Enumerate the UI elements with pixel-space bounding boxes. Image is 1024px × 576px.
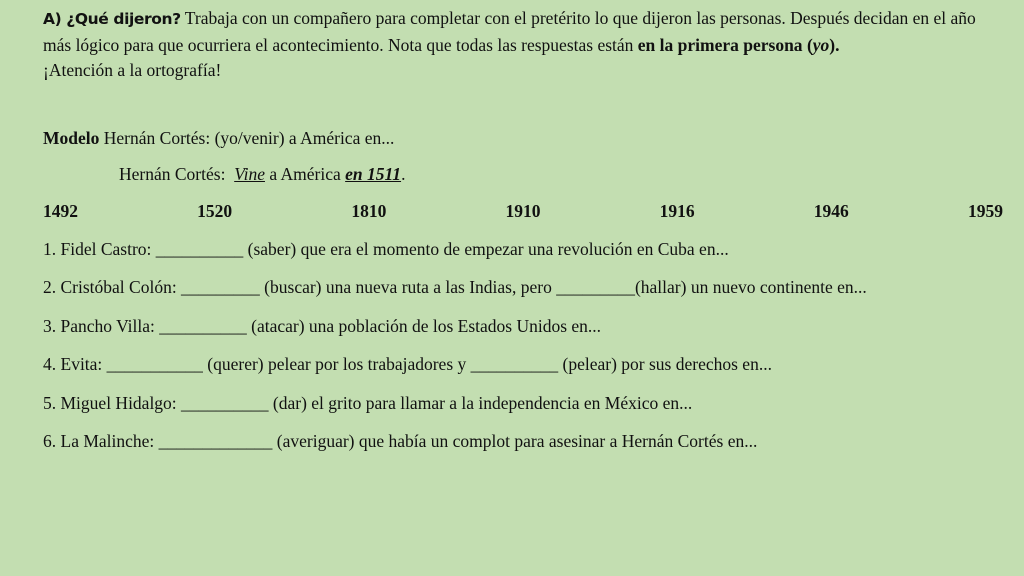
year-options (43, 200, 1003, 222)
year-option: 1492 (43, 201, 78, 221)
year-option: 1810 (351, 201, 387, 221)
model-line (43, 127, 1003, 149)
exercise-item-6: 6. La Malinche: _____________ (averiguar) que había un complot para asesinar a Hernán Cortés en... (43, 431, 758, 451)
instructions (43, 6, 1003, 84)
exercise-item-5: 5. Miguel Hidalgo: __________ (dar) el grito para llamar a la independencia en México en... (43, 393, 693, 413)
year-option: 1910 (505, 201, 541, 221)
exercise-item-4: 4. Evita: ___________ (querer) pelear por los trabajadores y __________ (pelear) por sus derechos en... (43, 354, 772, 374)
model-answer-name: Hernán Cortés: (119, 164, 235, 184)
paren-open: ( (802, 34, 813, 55)
model-answer-end: . (401, 164, 406, 184)
model-label: Modelo (43, 128, 100, 148)
model-prompt: Hernán Cortés: (yo/venir) a América en... (99, 128, 395, 148)
model-answer (119, 163, 1024, 185)
model-answer-year: en 1511 (345, 164, 402, 184)
attention-note: ¡Atención a la ortografía! (43, 60, 222, 80)
instructions-text: Trabaja con un compañero para completar con el pretérito lo que dijeron las personas. Después decidan en el año más lógico para que ocurriera el acontecimiento. Nota que todas las respuestas están (43, 8, 976, 55)
section-label: A) ¿Qué dijeron? (43, 10, 181, 28)
year-option: 1520 (197, 201, 233, 221)
paren-close: ). (829, 34, 840, 55)
exercise-item-2: 2. Cristóbal Colón: _________ (buscar) una nueva ruta a las Indias, pero _________(hallar) un nuevo continente en... (43, 277, 867, 297)
model-answer-verb: Vine (234, 164, 265, 184)
yo-word: yo (812, 34, 830, 55)
model-answer-mid: a América (264, 164, 346, 184)
exercise-item-3: 3. Pancho Villa: __________ (atacar) una población de los Estados Unidos en... (43, 316, 602, 336)
year-option: 1946 (813, 201, 849, 221)
year-option: 1959 (967, 201, 1003, 221)
exercise-item-1: 1. Fidel Castro: __________ (saber) que era el momento de empezar una revolución en Cuba en... (43, 239, 729, 259)
instructions-emphasis: en la primera persona (637, 34, 803, 55)
year-option: 1916 (659, 201, 695, 221)
